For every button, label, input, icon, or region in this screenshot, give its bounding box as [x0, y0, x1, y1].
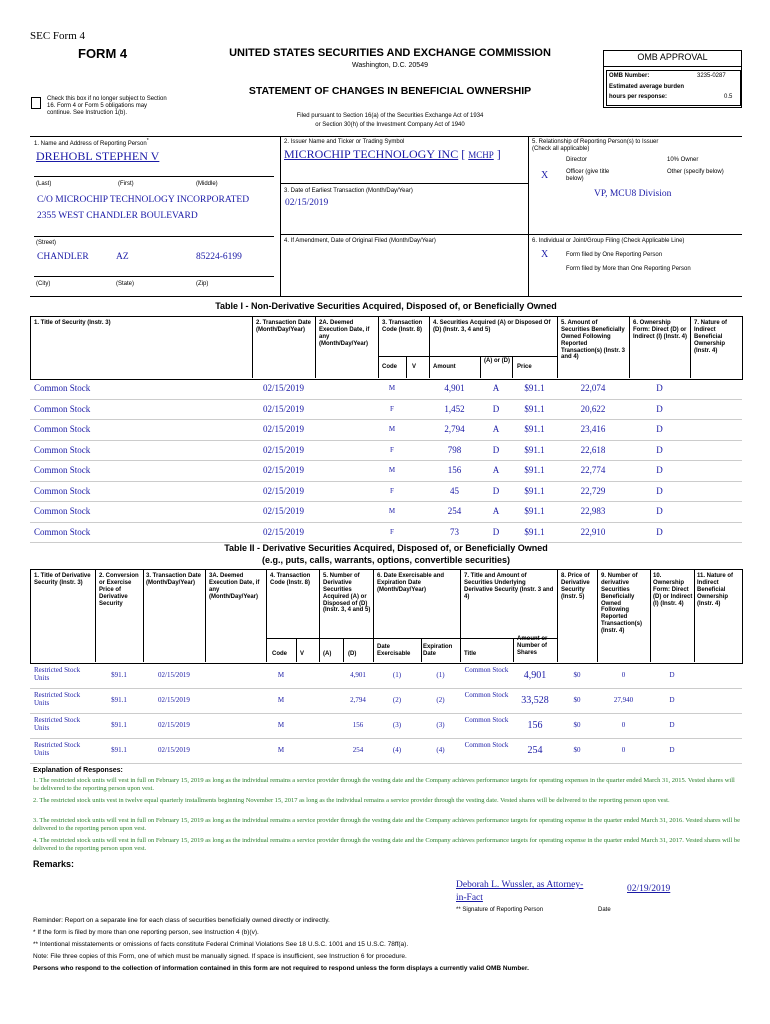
t1-cell-amount: 2,794	[444, 424, 465, 434]
reporting-person-name[interactable]: DREHOBL STEPHEN V	[36, 149, 160, 163]
t2-cell-ut: Common Stock	[464, 716, 509, 724]
t1-v-header: V	[412, 364, 417, 370]
t2-col4-header: 4. Transaction Code (Instr. 8)	[270, 573, 311, 586]
t1-cell-form: D	[656, 506, 663, 516]
t2-cell-owned: 0	[621, 721, 626, 729]
t1-cell-owned: 22,618	[580, 444, 606, 455]
t1-cell-owned: 22,774	[580, 465, 606, 475]
t1-cell-owned: 20,622	[580, 403, 606, 414]
t1-cell-amount: 1,452	[444, 403, 465, 414]
t1-cell-ad: D	[492, 403, 500, 414]
explanation-3: 3. The restricted stock units will vest in full on February 15, 2019 as long as the individual remains a service provider through the vesting date and the Company achieves performance targets for operating expense in the quarter ended March 31, 2016. Vested shares will be delivered to the reporting person upon vest.	[33, 817, 741, 833]
issuer-name[interactable]: MICROCHIP TECHNOLOGY INC	[284, 147, 459, 161]
ten-pct-owner-label: 10% Owner	[667, 157, 699, 163]
check-all-label: (Check all applicable)	[532, 146, 590, 152]
t1-cell-code: M	[388, 466, 396, 474]
t2-cell-exp: (4)	[436, 746, 445, 754]
t1-cell-ad: D	[492, 444, 500, 455]
more-persons-label: Form filed by More than One Reporting Person	[566, 266, 691, 272]
t1-cell-title: Common Stock	[34, 383, 91, 393]
t1-ad-header: (A) or (D)	[484, 358, 510, 364]
t1-cell-price: $91.1	[524, 485, 545, 496]
zip-value: 85224-6199	[196, 252, 242, 262]
agency-location: Washington, D.C. 20549	[351, 62, 428, 69]
t1-cell-ad: D	[492, 485, 500, 496]
t1-cell-title: Common Stock	[34, 444, 91, 455]
explanation-title: Explanation of Responses:	[33, 767, 123, 774]
table1-title: Table I - Non-Derivative Securities Acquired, Disposed of, or Beneficially Owned	[215, 301, 557, 311]
t1-col7-header: 7. Nature of Indirect Beneficial Ownership (Instr. 4)	[694, 320, 728, 354]
signature-date: 02/19/2019	[627, 884, 671, 894]
t2-cell-ex: (1)	[392, 671, 402, 679]
t2-cell-code: M	[277, 721, 285, 729]
t1-cell-code: M	[388, 425, 396, 433]
t2-col3a-header: 3A. Deemed Execution Date, if any (Month/Day/Year)	[209, 573, 260, 600]
t2-col2-header: 2. Conversion or Exercise Price of Derivative Security	[99, 573, 139, 607]
t2-cell-date: 02/15/2019	[158, 671, 190, 679]
t2-cell-ut: Common Stock	[464, 741, 509, 749]
t2-cell-title: Restricted Stock Units	[34, 666, 81, 682]
t2-cell-ut: Common Stock	[464, 666, 509, 674]
t2-cell-form: D	[669, 696, 675, 704]
signature-label: ** Signature of Reporting Person	[456, 907, 544, 913]
t2-cell-owned: 0	[621, 746, 626, 754]
earliest-date: 02/15/2019	[285, 198, 329, 208]
t1-cell-ad: A	[492, 465, 500, 475]
t2-cell-title: Restricted Stock Units	[34, 716, 81, 732]
t1-cell-date: 02/15/2019	[262, 444, 304, 455]
t1-cell-price: $91.1	[524, 444, 545, 455]
relationship-label: 5. Relationship of Reporting Person(s) to Issuer	[532, 139, 659, 145]
t1-cell-form: D	[656, 403, 663, 414]
explanation-4: 4. The restricted stock units will vest in full on February 15, 2019 as long as the individual remains a service provider through the vesting date and the Company achieves performance targets for operating expense in the quarter ended March 31, 2017. Vested shares will be delivered to the reporting person upon vest.	[33, 837, 741, 853]
t1-cell-amount: 4,901	[444, 383, 465, 393]
one-person-checkmark[interactable]: X	[541, 249, 549, 260]
city-value: CHANDLER	[37, 252, 89, 262]
t2-cell-p8: $0	[573, 696, 581, 704]
t2-cell-ex: (4)	[392, 746, 402, 754]
t1-cell-date: 02/15/2019	[262, 506, 304, 516]
t1-cell-title: Common Stock	[34, 526, 91, 537]
t2-cell-d: 156	[352, 721, 364, 729]
t2-cell-form: D	[669, 746, 675, 754]
first-label: (First)	[118, 181, 134, 187]
officer-checkmark[interactable]: X	[541, 170, 549, 181]
t2-cell-form: D	[669, 721, 675, 729]
t1-cell-ad: A	[492, 506, 500, 516]
t2-col8-header: 8. Price of Derivative Security (Instr. 5)	[561, 573, 590, 600]
t1-col2-header: 2. Transaction Date (Month/Day/Year)	[256, 320, 312, 333]
t2-col6-header: 6. Date Exercisable and Expiration Date (Month/Day/Year)	[377, 573, 445, 593]
t1-cell-code: F	[390, 527, 394, 536]
t2-cell-d: 4,901	[350, 671, 366, 679]
t2-cell-exp: (3)	[436, 721, 445, 729]
t1-cell-code: F	[390, 445, 394, 454]
t1-cell-date: 02/15/2019	[262, 403, 304, 414]
agency-title: UNITED STATES SECURITIES AND EXCHANGE COMMISSION	[229, 47, 551, 59]
t1-cell-ad: A	[492, 424, 500, 434]
t1-cell-amount: 45	[450, 485, 459, 496]
t2-cell-owned: 27,940	[613, 696, 634, 704]
t2-cell-date: 02/15/2019	[158, 746, 190, 754]
table2-subtitle: (e.g., puts, calls, warrants, options, convertible securities)	[261, 555, 511, 565]
t2-cell-price: $91.1	[111, 746, 127, 754]
t2-cell-p8: $0	[573, 746, 581, 754]
hours-value: 0.5	[724, 94, 733, 100]
footer-multiple-persons: * If the form is filed by more than one reporting person, see Instruction 4 (b)(v).	[33, 929, 259, 936]
explanation-1: 1. The restricted stock units will vest in full on February 15, 2019 as long as the individual remains a service provider through the vesting date and the Company achieves performance targets for operating expenses in the quarter ended March 31, 2015. Vested shares will be delivered to the reporting person upon vest.	[33, 777, 735, 793]
t2-col5-header: 5. Number of Derivative Securities Acquired (A) or Disposed of (D) (Instr. 3, 4 and 5)	[323, 573, 371, 614]
t1-col4-header: 4. Securities Acquired (A) or Disposed Of (D) (Instr. 3, 4 and 5)	[433, 320, 551, 333]
filed-pursuant: Filed pursuant to Section 16(a) of the Securities Exchange Act of 1934	[296, 113, 484, 119]
t2-col9-header: 9. Number of derivative Securities Beneficially Owned Following Reported Transaction(s) (Instr. 4)	[601, 573, 643, 635]
street-label: (Street)	[36, 240, 57, 246]
t1-cell-form: D	[656, 465, 663, 475]
t1-cell-title: Common Stock	[34, 485, 91, 496]
t2-cell-form: D	[669, 671, 675, 679]
t2-cell-title: Restricted Stock Units	[34, 691, 81, 707]
t1-cell-form: D	[656, 485, 663, 496]
t2-cell-exp: (2)	[436, 696, 445, 704]
t2-cell-ex: (3)	[392, 721, 402, 729]
city-label: (City)	[36, 281, 51, 287]
zip-label: (Zip)	[196, 281, 209, 287]
signature: Deborah L. Wussler, as Attorney-in-Fact	[456, 880, 584, 903]
t2-title-header: Title	[464, 651, 477, 657]
t1-cell-price: $91.1	[524, 383, 545, 393]
footer-reminder: Reminder: Report on a separate line for each class of securities beneficially owned directly or indirectly.	[33, 917, 330, 924]
t1-cell-price: $91.1	[524, 526, 545, 537]
issuer-name-ticker: MICROCHIP TECHNOLOGY INC [ MCHP ]	[284, 147, 501, 161]
t1-cell-ad: D	[492, 526, 500, 537]
t1-code-header: Code	[382, 364, 397, 370]
t1-cell-title: Common Stock	[34, 506, 91, 516]
t2-cell-ex: (2)	[392, 696, 402, 704]
form-title: FORM 4	[78, 46, 128, 61]
footer-misstatements: ** Intentional misstatements or omissions of facts constitute Federal Criminal Violations See 18 U.S.C. 1001 and 15 U.S.C. 78ff(a).	[33, 941, 409, 948]
t2-v-header: V	[300, 651, 305, 657]
sec-form-label: SEC Form 4	[30, 30, 86, 42]
t1-col5-header: 5. Amount of Securities Beneficially Owned Following Reported Transaction(s) (Instr. 3 and 4)	[561, 320, 626, 361]
t2-exp-header: Expiration Date	[423, 644, 453, 657]
t1-cell-price: $91.1	[524, 506, 545, 516]
t2-code-header: Code	[272, 651, 287, 657]
t1-col2a-header: 2A. Deemed Execution Date, if any (Month/Day/Year)	[319, 320, 370, 347]
statement-title: STATEMENT OF CHANGES IN BENEFICIAL OWNERSHIP	[248, 85, 532, 97]
t2-cell-d: 2,794	[350, 696, 366, 704]
t2-a-header: (A)	[323, 651, 332, 657]
t1-cell-code: F	[390, 404, 394, 413]
t1-cell-owned: 22,910	[580, 526, 606, 537]
t1-cell-code: F	[390, 486, 394, 495]
t1-cell-title: Common Stock	[34, 465, 91, 475]
t1-cell-amount: 156	[447, 465, 462, 475]
t1-price-header: Price	[517, 364, 532, 370]
t2-cell-shares: 33,528	[521, 695, 549, 706]
middle-label: (Middle)	[196, 181, 218, 187]
other-label: Other (specify below)	[667, 169, 724, 175]
t2-cell-ut: Common Stock	[464, 691, 509, 699]
t1-cell-date: 02/15/2019	[262, 424, 304, 434]
t1-cell-owned: 22,729	[580, 485, 606, 496]
t1-cell-code: M	[388, 384, 396, 392]
t2-cell-shares: 156	[527, 720, 543, 731]
t1-cell-date: 02/15/2019	[262, 465, 304, 475]
officer-label: Officer (give title below)	[566, 169, 610, 182]
section16-checkbox[interactable]	[31, 97, 41, 109]
t1-cell-title: Common Stock	[34, 424, 91, 434]
t1-col6-header: 6. Ownership Form: Direct (D) or Indirect (I) (Instr. 4)	[633, 320, 688, 340]
t2-shares-header: Amount or Number of Shares	[517, 636, 548, 656]
filing-label: 6. Individual or Joint/Group Filing (Check Applicable Line)	[532, 238, 685, 244]
t2-col7-header: 7. Title and Amount of Securities Underlying Derivative Security (Instr. 3 and 4)	[464, 573, 554, 600]
t2-col3-header: 3. Transaction Date (Month/Day/Year)	[146, 573, 202, 586]
t1-cell-owned: 22,074	[580, 383, 606, 393]
t2-cell-p8: $0	[573, 721, 581, 729]
t2-cell-code: M	[277, 696, 285, 704]
t1-cell-amount: 798	[447, 444, 462, 455]
officer-title: VP, MCU8 Division	[594, 189, 672, 199]
t2-cell-code: M	[277, 746, 285, 754]
state-label: (State)	[116, 281, 135, 287]
footer-note: Note: File three copies of this Form, one of which must be manually signed. If space is insufficient, see Instruction 6 for procedure.	[33, 953, 407, 960]
t1-cell-date: 02/15/2019	[262, 383, 304, 393]
burden-label: Estimated average burden	[609, 84, 685, 90]
hours-label: hours per response:	[609, 94, 668, 100]
t1-cell-owned: 22,983	[580, 506, 606, 516]
t1-col1-header: 1. Title of Security (Instr. 3)	[34, 320, 111, 326]
t1-cell-price: $91.1	[524, 465, 545, 475]
director-label: Director	[566, 157, 588, 163]
t1-cell-date: 02/15/2019	[262, 526, 304, 537]
t1-cell-date: 02/15/2019	[262, 485, 304, 496]
t1-cell-form: D	[656, 526, 663, 537]
t2-cell-price: $91.1	[111, 721, 127, 729]
omb-number-label: OMB Number:	[609, 73, 650, 79]
omb-approval-title: OMB APPROVAL	[637, 52, 708, 62]
t1-cell-form: D	[656, 424, 663, 434]
t2-d-header: (D)	[348, 651, 357, 657]
t2-cell-shares: 4,901	[523, 670, 547, 681]
omb-number: 3235-0287	[697, 73, 726, 79]
earliest-date-label: 3. Date of Earliest Transaction (Month/Day/Year)	[284, 188, 413, 194]
footer-omb-notice: Persons who respond to the collection of information contained in this form are not required to respond unless the form displays a currently valid OMB Number.	[33, 965, 529, 972]
t1-cell-form: D	[656, 444, 663, 455]
t2-cell-d: 254	[352, 746, 364, 754]
amendment-label: 4. If Amendment, Date of Original Filed (Month/Day/Year)	[284, 238, 436, 244]
issuer-ticker[interactable]: MCHP	[468, 150, 494, 160]
t2-cell-date: 02/15/2019	[158, 696, 190, 704]
section16-text: Check this box if no longer subject to Section 16. Form 4 or Form 5 obligations may continue. See Instruction 1(b).	[47, 96, 167, 116]
reporting-person-label: 1. Name and Address of Reporting Person*	[34, 138, 149, 147]
date-label: Date	[598, 907, 611, 913]
t2-cell-title: Restricted Stock Units	[34, 741, 81, 757]
table2-title: Table II - Derivative Securities Acquired, Disposed of, or Beneficially Owned	[224, 543, 548, 553]
t1-cell-code: M	[388, 507, 396, 515]
t1-amount-header: Amount	[433, 364, 456, 370]
t2-cell-price: $91.1	[111, 671, 127, 679]
t2-cell-shares: 254	[527, 745, 543, 756]
explanation-2: 2. The restricted stock units vest in twelve equal quarterly installments beginning November 15, 2017 as long as the individual remains a service provider through the vesting date. Vested shares will be delivered to the reporting person upon vest.	[33, 797, 670, 804]
t2-cell-code: M	[277, 671, 285, 679]
t1-col3-header: 3. Transaction Code (Instr. 8)	[382, 320, 423, 333]
t2-cell-price: $91.1	[111, 696, 127, 704]
t1-cell-price: $91.1	[524, 403, 545, 414]
t2-cell-p8: $0	[573, 671, 581, 679]
filed-pursuant-2: or Section 30(h) of the Investment Company Act of 1940	[315, 122, 465, 128]
t2-cell-exp: (1)	[436, 671, 445, 679]
state-value: AZ	[116, 252, 129, 262]
t1-cell-amount: 73	[450, 526, 459, 537]
t1-cell-owned: 23,416	[580, 424, 606, 434]
t1-cell-form: D	[656, 383, 663, 393]
t1-cell-price: $91.1	[524, 424, 545, 434]
t2-cell-owned: 0	[621, 671, 626, 679]
address-line-2: 2355 WEST CHANDLER BOULEVARD	[37, 211, 198, 221]
issuer-label: 2. Issuer Name and Ticker or Trading Symbol	[284, 139, 405, 145]
t2-col1-header: 1. Title of Derivative Security (Instr. 3)	[34, 573, 91, 586]
t1-cell-amount: 254	[447, 506, 462, 516]
t2-date-ex-header: Date Exercisable	[377, 644, 411, 657]
last-label: (Last)	[36, 181, 52, 187]
one-person-label: Form filed by One Reporting Person	[566, 252, 663, 258]
t2-cell-date: 02/15/2019	[158, 721, 190, 729]
t2-col11-header: 11. Nature of Indirect Beneficial Ownership (Instr. 4)	[697, 573, 734, 607]
address-line-1: C/O MICROCHIP TECHNOLOGY INCORPORATED	[37, 195, 250, 205]
t1-cell-ad: A	[492, 383, 500, 393]
t2-col10-header: 10. Ownership Form: Direct (D) or Indirect (I) (Instr. 4)	[653, 573, 693, 607]
remarks-title: Remarks:	[33, 859, 75, 869]
t1-cell-title: Common Stock	[34, 403, 91, 414]
